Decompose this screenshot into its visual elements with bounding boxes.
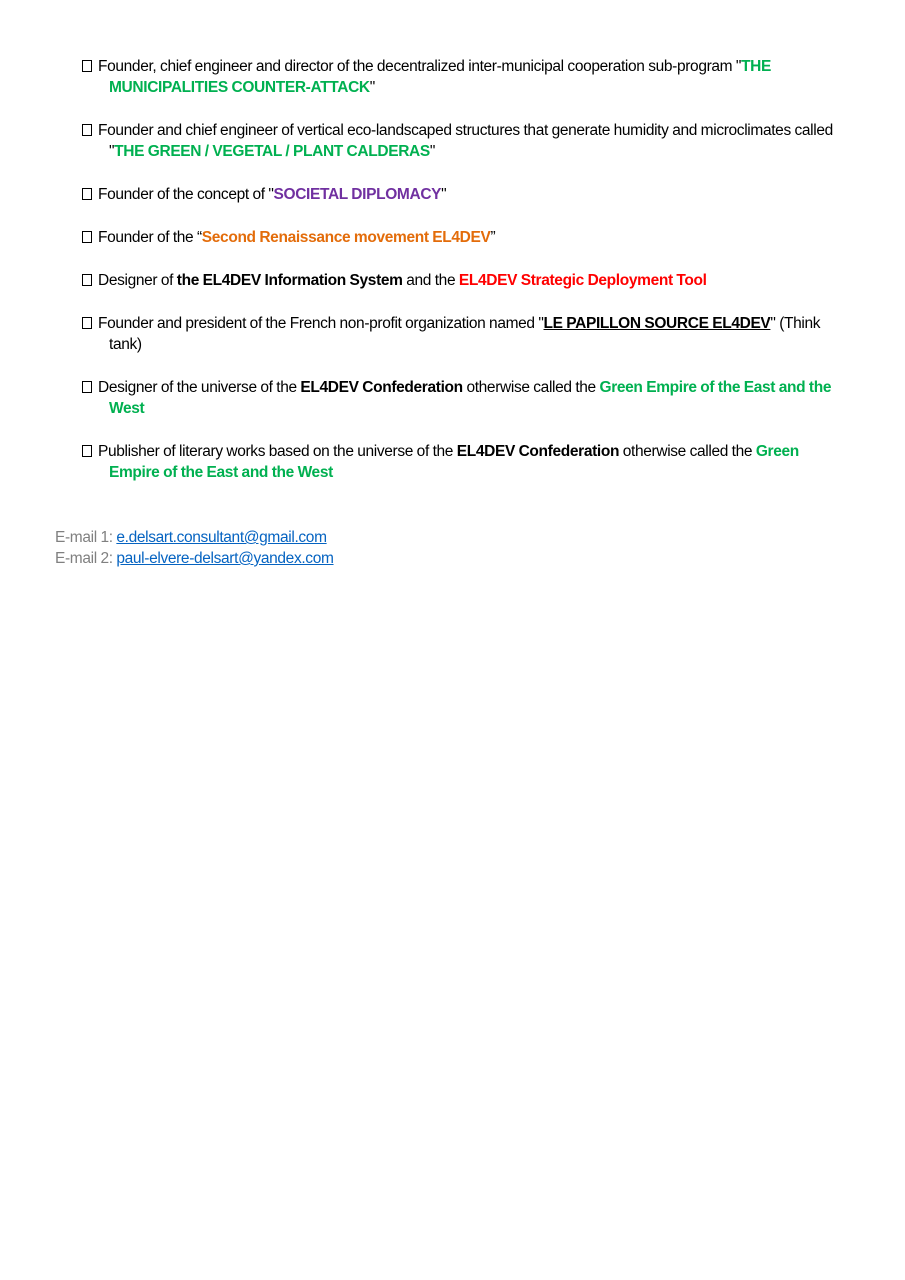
confederation-name: EL4DEV Confederation xyxy=(456,443,620,460)
text-segment: Designer of xyxy=(98,272,177,289)
text-segment: ” xyxy=(490,229,496,246)
text-segment: " xyxy=(429,143,436,160)
tool-name: EL4DEV Strategic Deployment Tool xyxy=(458,272,707,289)
email-2-label: E-mail 2: xyxy=(55,550,117,567)
item-text xyxy=(98,379,831,417)
email-2-link[interactable]: paul-elvere-delsart@yandex.com xyxy=(116,550,334,567)
text-segment: Founder of the concept of " xyxy=(98,186,274,203)
item-text xyxy=(98,443,799,481)
text-segment: Designer of the universe of the xyxy=(98,379,301,396)
text-segment: " (Think tank) xyxy=(109,315,821,353)
list-item xyxy=(82,184,852,205)
list-item xyxy=(82,270,852,291)
list-item xyxy=(82,313,852,355)
program-name: THE MUNICIPALITIES COUNTER-ATTACK xyxy=(109,58,772,96)
checkbox-square-icon xyxy=(82,124,92,136)
text-segment: Founder of the “ xyxy=(98,229,202,246)
list-item xyxy=(82,377,852,419)
concept-name: SOCIETAL DIPLOMACY xyxy=(273,186,442,203)
item-text xyxy=(98,315,820,353)
list-item xyxy=(82,227,852,248)
text-segment: otherwise called the xyxy=(619,443,756,460)
confederation-name: EL4DEV Confederation xyxy=(300,379,463,396)
text-segment: " xyxy=(441,186,447,203)
achievements-list xyxy=(82,56,852,505)
text-segment: " xyxy=(369,79,375,96)
organization-name: LE PAPILLON SOURCE EL4DEV xyxy=(543,315,771,332)
list-item xyxy=(82,441,852,483)
text-segment: Founder, chief engineer and director of the decentralized inter-municipal cooperation sub-program " xyxy=(98,58,742,75)
checkbox-square-icon xyxy=(82,274,92,286)
email-line-2 xyxy=(55,548,334,569)
item-text xyxy=(98,229,495,246)
checkbox-square-icon xyxy=(82,445,92,457)
email-line-1 xyxy=(55,527,334,548)
item-text xyxy=(98,58,771,96)
email-1-label: E-mail 1: xyxy=(55,529,117,546)
structure-name: THE GREEN / VEGETAL / PLANT CALDERAS xyxy=(114,143,430,160)
checkbox-square-icon xyxy=(82,188,92,200)
list-item xyxy=(82,120,852,162)
text-segment: otherwise called the xyxy=(462,379,600,396)
movement-name: Second Renaissance movement EL4DEV xyxy=(201,229,491,246)
text-segment: Founder and chief engineer of vertical eco-landscaped structures that generate humidity and microclimates called " xyxy=(98,122,833,160)
empire-name: Green Empire of the East and the West xyxy=(109,443,799,481)
contact-block xyxy=(55,527,334,569)
checkbox-square-icon xyxy=(82,381,92,393)
list-item xyxy=(82,56,852,98)
checkbox-square-icon xyxy=(82,317,92,329)
system-name: the EL4DEV Information System xyxy=(176,272,403,289)
text-segment: Founder and president of the French non-profit organization named " xyxy=(98,315,544,332)
item-text xyxy=(98,186,446,203)
text-segment: and the xyxy=(402,272,459,289)
email-1-link[interactable]: e.delsart.consultant@gmail.com xyxy=(116,529,327,546)
checkbox-square-icon xyxy=(82,60,92,72)
empire-name: Green Empire of the East and the West xyxy=(109,379,832,417)
checkbox-square-icon xyxy=(82,231,92,243)
item-text xyxy=(98,272,707,289)
item-text xyxy=(98,122,833,160)
text-segment: Publisher of literary works based on the universe of the xyxy=(98,443,457,460)
